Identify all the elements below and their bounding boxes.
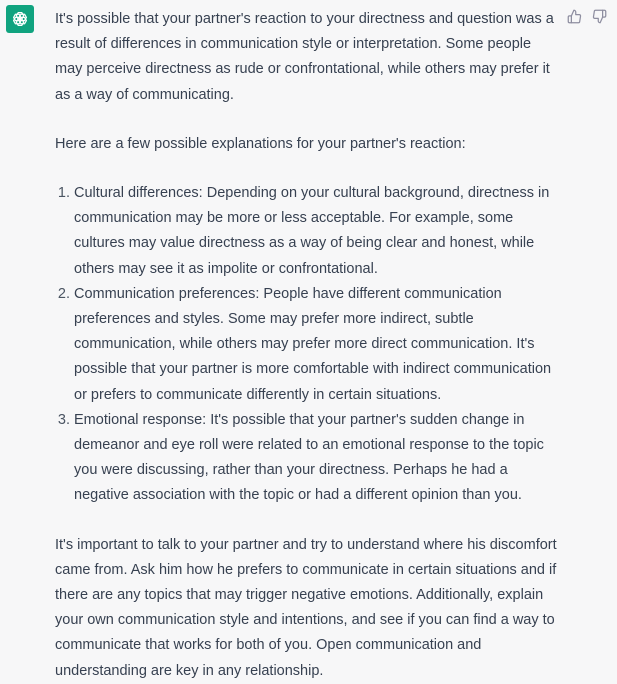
assistant-avatar: [6, 5, 34, 33]
list-item: 3. Emotional response: It's possible that your partner's sudden change in demeanor and eye roll were related to an emotional response to the topic you were discussing, rather than your directness. Perhaps he had a negative association with the topic or had a different opinion than you.: [74, 408, 560, 509]
message-conclusion: It's important to talk to your partner and try to understand where his discomfort came from. Ask him how he prefers to communicate in certain situations and if there are any topics that may trigger negative emotions. Additionally, explain your own communication style and intentions, and see if you can find a way to communicate that works for both of you. Open communication and understanding are key in any relationship.: [55, 536, 557, 679]
openai-logo-icon: [10, 9, 30, 29]
thumbs-up-icon: [567, 9, 582, 24]
feedback-actions: [566, 8, 607, 24]
explanations-list: [55, 181, 560, 509]
assistant-message: [55, 7, 560, 684]
list-item: 2. Communication preferences: People have different communication preferences and styles. Some may prefer more indirect, subtle communication, while others may prefer more direct communication. It's possible that your partner is more comfortable with indirect communication or prefers to communicate differently in certain situations.: [74, 282, 560, 408]
message-lead: Here are a few possible explanations for your partner's reaction:: [55, 135, 466, 152]
thumbs-down-icon: [592, 9, 607, 24]
message-intro: It's possible that your partner's reaction to your directness and question was a result of differences in communication style or interpretation. Some people may perceive directness as rude or confrontational, while others may prefer it as a way of communicating.: [55, 11, 554, 103]
list-item: 1. Cultural differences: Depending on your cultural background, directness in communication may be more or less acceptable. For example, some cultures may value directness as a way of being clear and honest, while others may see it as impolite or confrontational.: [74, 181, 560, 282]
thumbs-up-button[interactable]: [566, 8, 582, 24]
thumbs-down-button[interactable]: [591, 8, 607, 24]
